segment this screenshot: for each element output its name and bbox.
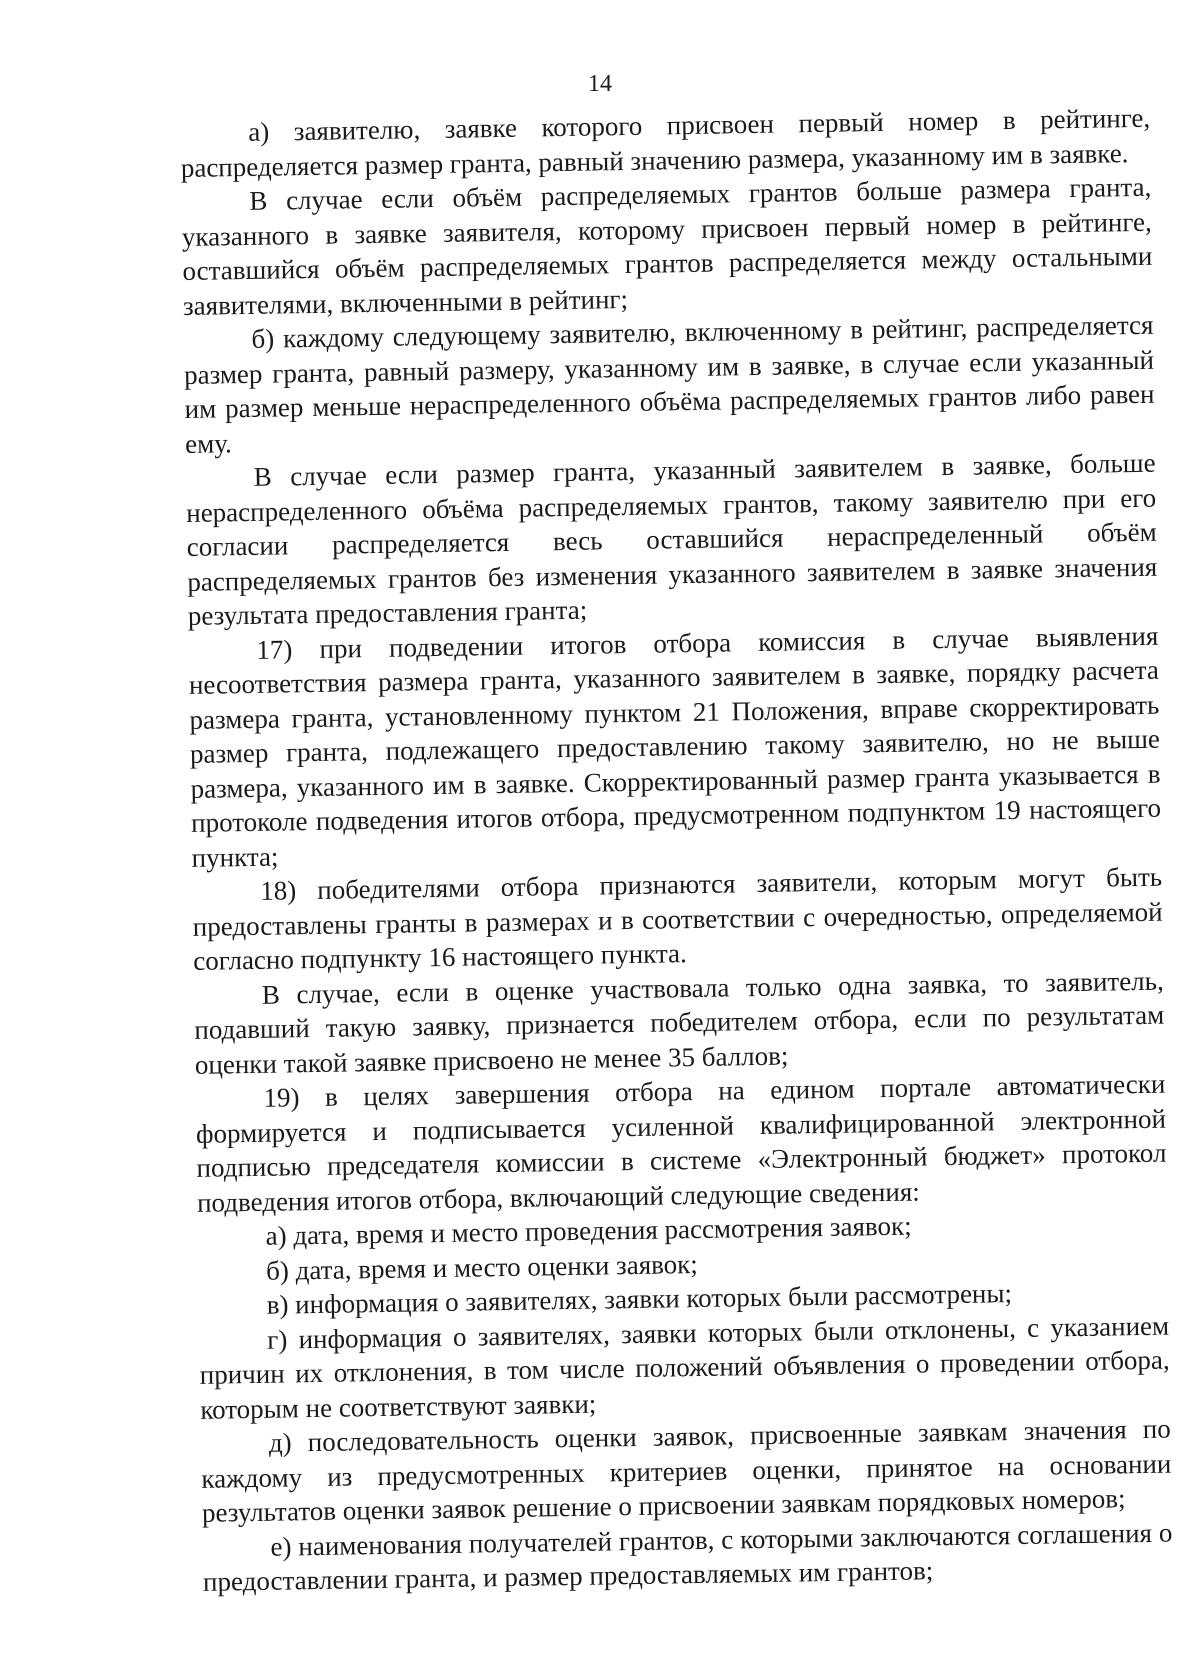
paragraph-subitem-b: б) дата, время и место оценки заявок; <box>265 1248 698 1286</box>
paragraph-subitem-g: г) информация о заявителях, заявки которых были отклонены, с указанием причин их отклонения, в том числе положений объявления о проведении отбора, которым не соответствуют заявки; <box>199 1310 1170 1425</box>
paragraph-item-b-next-applicant: б) каждому следующему заявителю, включенному в рейтинг, распределяется размер гранта, равный размеру, указанному им в заявке, в случае если указанный им размер меньше нераспределенного объёма распределяемых грантов либо равен ему. <box>183 309 1155 459</box>
paragraph-item-18: 18) победителями отбора признаются заявители, которым могут быть предоставлены гранты в размерах и в соответствии с очередностью, определяемой согласно подпункту 16 настоящего пункта. <box>192 861 1163 976</box>
paragraph-item-17: 17) при подведении итогов отбора комиссия в случае выявления несоответствия размера гранта, указанного заявителем в заявке, порядку расчета размера гранта, установленному пунктом 21 Положения, вправе скорректировать размер гранта, подлежащего предоставлению такому заявителю, но не выше размера, указанного им в заявке. Скорректированный размер гранта указывается в протоколе подведения итогов отбора, предусмотренном подпунктом 19 настоящего пункта; <box>188 620 1162 873</box>
paragraph-subitem-e: е) наименования получателей грантов, с которыми заключаются соглашения о предоставлении гранта, и размер предоставляемых им грантов; <box>202 1517 1173 1597</box>
paragraph-exceeding-grant: В случае если размер гранта, указанный заявителем в заявке, больше нераспределенного объёма распределяемых грантов, такому заявителю при его согласии распределяется весь оставшийся нераспределенный объём распределяемых грантов без изменения указанного заявителем в заявке значения результата предоставления гранта; <box>185 447 1158 631</box>
paragraph-single-application: В случае, если в оценке участвовала только одна заявка, то заявитель, подавший такую заявку, признается победителем отбора, если по результатам оценки такой заявке присвоено не менее 35 баллов; <box>194 965 1165 1080</box>
paragraph-item-a-first-rank: а) заявителю, заявке которого присвоен первый номер в рейтинге, распределяется размер гранта, равный значению размера, указанному им в заявке. <box>180 102 1151 183</box>
paragraph-item-19: 19) в целях завершения отбора на едином портале автоматически формируется и подписывается усиленной квалифицированной электронной подписью председателя комиссии в системе «Электронный бюджет» протокол подведения итогов отбора, включающий следующие сведения: <box>195 1068 1167 1218</box>
paragraph-remaining-volume: В случае если объём распределяемых грантов больше размера гранта, указанного в заявке заявителя, которому присвоен первый номер в рейтинге, оставшийся объём распределяемых грантов распределяется между остальными заявителями, включенными в рейтинг; <box>181 171 1153 321</box>
paragraph-subitem-v: в) информация о заявителях, заявки которых были рассмотрены; <box>266 1278 1013 1320</box>
page-number: 14 <box>588 71 612 97</box>
paragraph-subitem-d: д) последовательность оценки заявок, присвоенные заявкам значения по каждому из предусмотренных критериев оценки, принятое на основании результатов оценки заявок решение о присвоении заявкам порядковых номеров; <box>201 1413 1172 1528</box>
document-body <box>180 101 1173 1600</box>
paragraph-subitem-a: а) дата, время и место проведения рассмотрения заявок; <box>265 1210 912 1251</box>
